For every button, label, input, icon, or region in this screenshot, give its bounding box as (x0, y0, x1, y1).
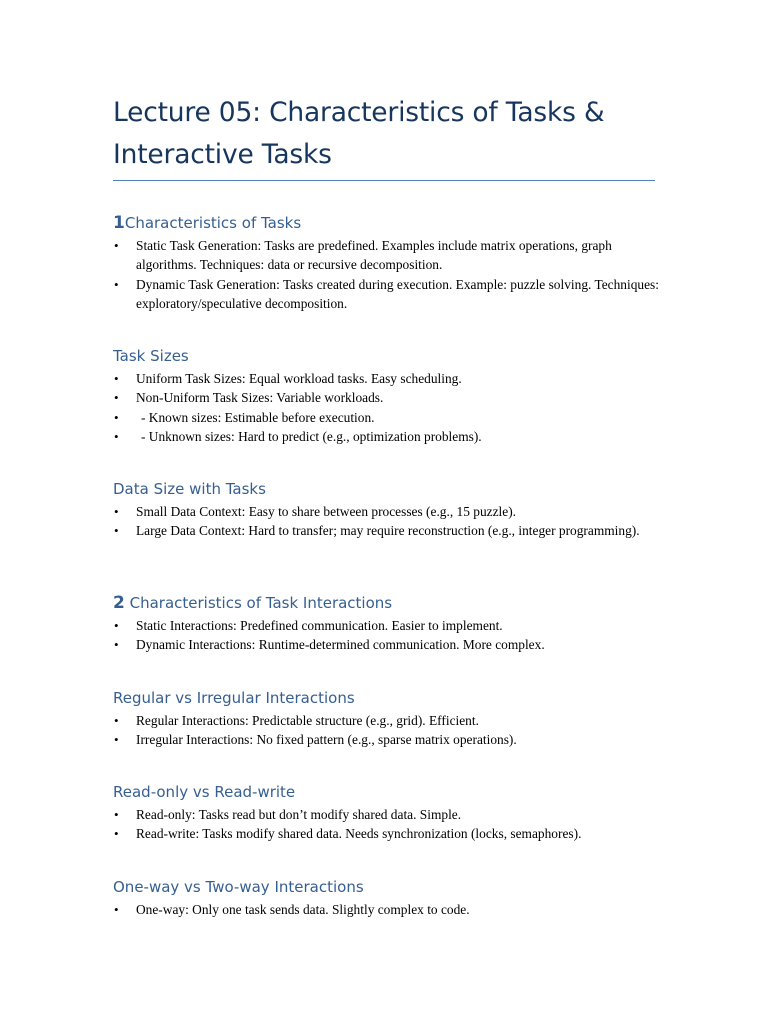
list-item: • Large Data Context: Hard to transfer; may require reconstruction (e.g., integer programming). (113, 521, 673, 540)
list-item: • - Unknown sizes: Hard to predict (e.g., optimization problems). (113, 427, 673, 446)
bullet-dot-icon: • (114, 807, 119, 822)
bullet-dot-icon: • (114, 618, 119, 633)
list-item: • One-way: Only one task sends data. Slightly complex to code. (113, 900, 673, 919)
document-title: Lecture 05: Characteristics of Tasks & Interactive Tasks (113, 97, 605, 170)
list-item: • Regular Interactions: Predictable structure (e.g., grid). Efficient. (113, 711, 673, 730)
section-number: 1 (113, 213, 125, 233)
bullet-dot-icon: • (114, 371, 119, 386)
section-heading (113, 212, 673, 234)
section-heading: One-way vs Two-way Interactions (113, 878, 364, 896)
list-item: • Small Data Context: Easy to share between processes (e.g., 15 puzzle). (113, 502, 673, 521)
list-item: • - Known sizes: Estimable before execution. (113, 408, 673, 427)
list-item: • Static Interactions: Predefined communication. Easier to implement. (113, 616, 673, 635)
bullet-dot-icon: • (114, 523, 119, 539)
section-heading: Regular vs Irregular Interactions (113, 689, 355, 707)
bullet-dot-icon: • (114, 637, 119, 653)
section-heading (113, 592, 673, 614)
list-item: • Uniform Task Sizes: Equal workload tasks. Easy scheduling. (113, 369, 673, 388)
section-characteristics-of-task-interactions (113, 592, 673, 655)
bullet-list (113, 369, 673, 447)
list-item: • Dynamic Task Generation: Tasks created during execution. Example: puzzle solving. Techniques: exploratory/speculative decomposition. (114, 276, 659, 312)
section-heading: Data Size with Tasks (113, 480, 266, 498)
list-item: • Static Task Generation: Tasks are predefined. Examples include matrix operations, graph algorithms. Techniques: data or recursive decomposition. (114, 238, 612, 273)
bullet-list (113, 900, 673, 919)
section-task-sizes (113, 345, 673, 447)
list-item: • Read-write: Tasks modify shared data. Needs synchronization (locks, semaphores). (113, 824, 673, 843)
bullet-list (113, 616, 673, 655)
list-item: • Irregular Interactions: No fixed pattern (e.g., sparse matrix operations). (113, 730, 673, 749)
bullet-dot-icon: • (114, 390, 119, 406)
bullet-dot-icon: • (114, 409, 119, 425)
bullet-list (113, 805, 673, 844)
bullet-dot-icon: • (114, 826, 119, 842)
section-read-only-vs-read-write (113, 781, 673, 844)
list-item: • Dynamic Interactions: Runtime-determined communication. More complex. (113, 635, 673, 654)
list-item: • Read-only: Tasks read but don’t modify shared data. Simple. (113, 805, 673, 824)
bullet-dot-icon: • (114, 713, 119, 728)
section-characteristics-of-tasks (113, 212, 673, 314)
section-heading-text: Characteristics of Tasks (124, 214, 302, 232)
section-data-size-with-tasks (113, 478, 673, 541)
title-underline (113, 180, 655, 181)
bullet-dot-icon: • (114, 238, 119, 253)
bullet-dot-icon: • (114, 276, 119, 292)
section-regular-vs-irregular (113, 687, 673, 750)
bullet-dot-icon: • (114, 732, 119, 748)
bullet-dot-icon: • (114, 504, 119, 519)
section-heading: Task Sizes (113, 347, 189, 365)
bullet-dot-icon: • (114, 429, 119, 445)
bullet-dot-icon: • (114, 902, 119, 917)
bullet-list (113, 236, 673, 314)
section-heading-text: Characteristics of Task Interactions (129, 594, 393, 612)
section-one-way-vs-two-way (113, 876, 673, 919)
bullet-list (113, 502, 673, 541)
list-item: • Non-Uniform Task Sizes: Variable workloads. (113, 388, 673, 407)
bullet-list (113, 711, 673, 750)
section-number: 2 (113, 593, 125, 613)
section-heading: Read-only vs Read-write (113, 783, 296, 801)
